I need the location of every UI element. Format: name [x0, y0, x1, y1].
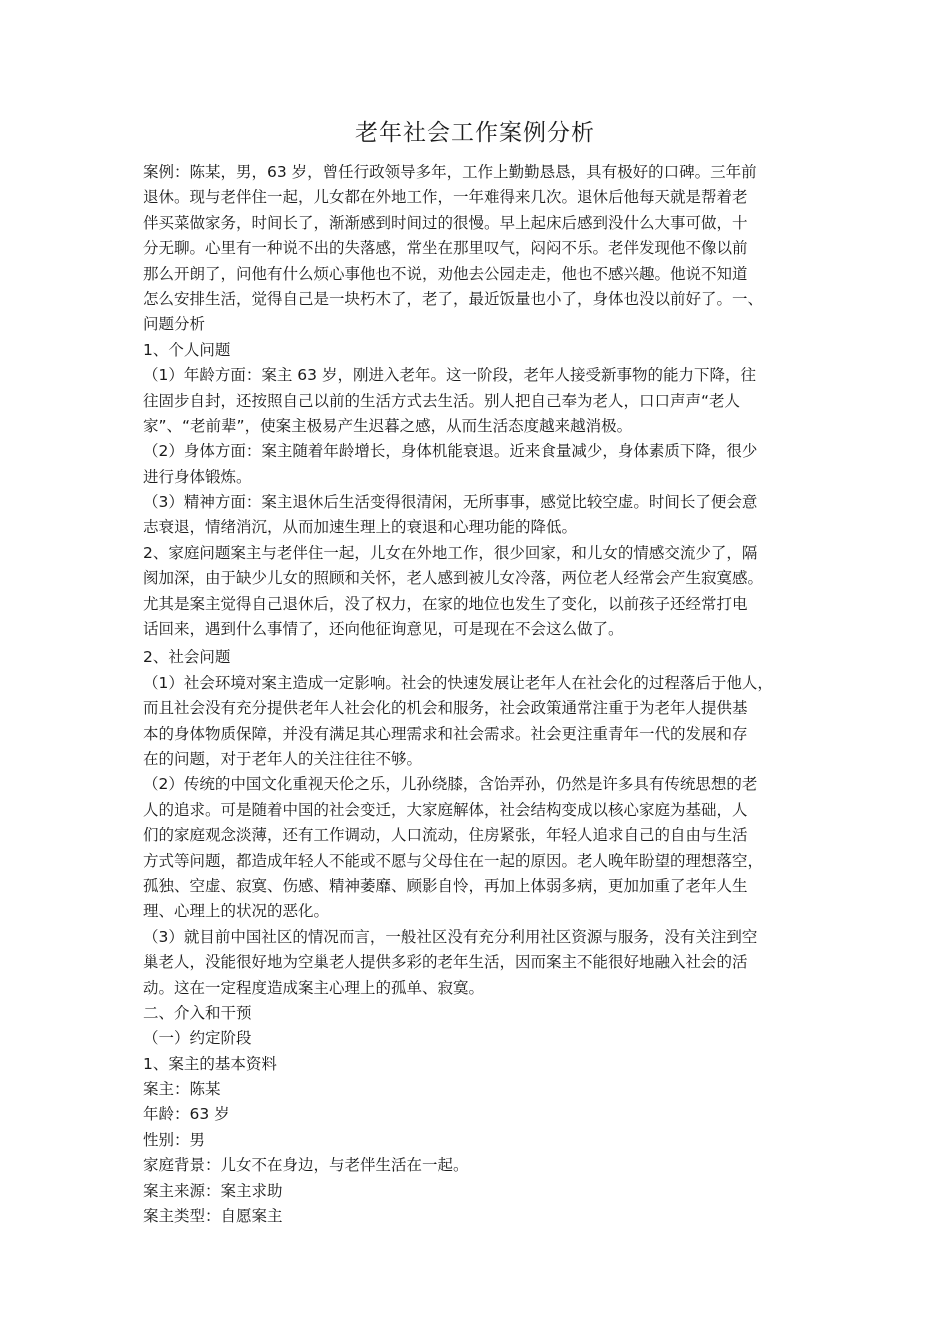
text-line: 问题分析 [143, 315, 206, 334]
text-line: 们的家庭观念淡薄，还有工作调动，人口流动，住房紧张，年轻人追求自己的自由与生活 [143, 826, 748, 845]
text-line: （3）就目前中国社区的情况而言，一般社区没有充分利用社区资源与服务，没有关注到空 [143, 927, 758, 946]
text-line: 话回来，遇到什么事情了，还向他征询意见，可是现在不会这么做了。 [143, 620, 624, 639]
text-line: 动。这在一定程度造成案主心理上的孤单、寂寞。 [143, 978, 485, 997]
text-line: 退休。现与老伴住一起，儿女都在外地工作，一年难得来几次。退休后他每天就是帮着老 [143, 188, 748, 207]
text-line: 性别：男 [143, 1130, 206, 1149]
text-line: 1、案主的基本资料 [143, 1054, 277, 1073]
document-title: 老年社会工作案例分析 [355, 120, 595, 146]
text-line: 方式等问题，都造成年轻人不能或不愿与父母住在一起的原因。老人晚年盼望的理想落空， [143, 851, 764, 870]
text-line: 尤其是案主觉得自己退休后，没了权力，在家的地位也发生了变化，以前孩子还经常打电 [143, 594, 748, 613]
text-line: 本的身体物质保障，并没有满足其心理需求和社会需求。社会更注重青年一代的发展和存 [143, 724, 748, 743]
text-line: （1）社会环境对案主造成一定影响。社会的快速发展让老年人在社会化的过程落后于他人， [143, 673, 773, 692]
text-line: 志衰退，情绪消沉，从而加速生理上的衰退和心理功能的降低。 [143, 518, 578, 537]
text-line: 怎么安排生活，觉得自己是一块朽木了，老了，最近饭量也小了，身体也没以前好了。一、 [143, 289, 764, 308]
text-line: 家庭背景：儿女不在身边，与老伴生活在一起。 [143, 1156, 469, 1175]
text-line: 1、个人问题 [143, 340, 231, 359]
text-line: 案主类型：自愿案主 [143, 1207, 283, 1226]
text-line: 进行身体锻炼。 [143, 467, 252, 486]
text-line: 案例：陈某，男，63 岁，曾任行政领导多年，工作上勤勤恳恳，具有极好的口碑。三年前 [143, 163, 757, 181]
text-line: 家”、“老前辈”，使案主极易产生迟暮之感，从而生活态度越来越消极。 [143, 416, 633, 435]
text-line: 年龄：63 岁 [143, 1105, 230, 1124]
text-line: 案主来源：案主求助 [143, 1181, 283, 1200]
text-line: 往固步自封，还按照自己以前的生活方式去生活。别人把自己奉为老人，口口声声“老人 [143, 391, 741, 410]
text-line: 伴买菜做家务，时间长了，渐渐感到时间过的很慢。早上起床后感到没什么大事可做，十 [143, 213, 748, 232]
text-line: （1）年龄方面：案主 63 岁，刚进入老年。这一阶段，老年人接受新事物的能力下降，往 [143, 366, 756, 385]
text-line: 在的问题，对于老年人的关注往往不够。 [143, 749, 423, 768]
text-line: 二、介入和干预 [143, 1003, 252, 1022]
text-line: 孤独、空虚、寂寞、伤感、精神萎靡、顾影自怜，再加上体弱多病，更加加重了老年人生 [143, 876, 748, 895]
text-line: （2）身体方面：案主随着年龄增长，身体机能衰退。近来食量减少，身体素质下降，很少 [143, 442, 758, 461]
text-line: 阂加深，由于缺少儿女的照顾和关怀，老人感到被儿女冷落，两位老人经常会产生寂寞感。 [143, 569, 764, 588]
text-line: （2）传统的中国文化重视天伦之乐，儿孙绕膝，含饴弄孙，仍然是许多具有传统思想的老 [143, 775, 758, 794]
text-line: 人的追求。可是随着中国的社会变迁，大家庭解体，社会结构变成以核心家庭为基础，人 [143, 800, 748, 819]
text-line: 那么开朗了，问他有什么烦心事他也不说，劝他去公园走走，他也不感兴趣。他说不知道 [143, 264, 748, 283]
text-line: （一）约定阶段 [143, 1029, 252, 1048]
text-line: 2、社会问题 [143, 648, 231, 667]
text-line: （3）精神方面：案主退休后生活变得很清闲，无所事事，感觉比较空虚。时间长了便会意 [143, 493, 758, 512]
text-line: 巢老人，没能很好地为空巢老人提供多彩的老年生活，因而案主不能很好地融入社会的活 [143, 953, 748, 972]
document-body [143, 160, 833, 1229]
text-line: 案主：陈某 [143, 1080, 221, 1099]
text-line: 分无聊。心里有一种说不出的失落感，常坐在那里叹气，闷闷不乐。老伴发现他不像以前 [143, 239, 748, 258]
text-line: 而且社会没有充分提供老年人社会化的机会和服务，社会政策通常注重于为老年人提供基 [143, 699, 748, 718]
text-line: 理、心理上的状况的恶化。 [143, 902, 330, 921]
text-line: 2、家庭问题案主与老伴住一起，儿女在外地工作，很少回家，和儿女的情感交流少了，隔 [143, 543, 758, 562]
